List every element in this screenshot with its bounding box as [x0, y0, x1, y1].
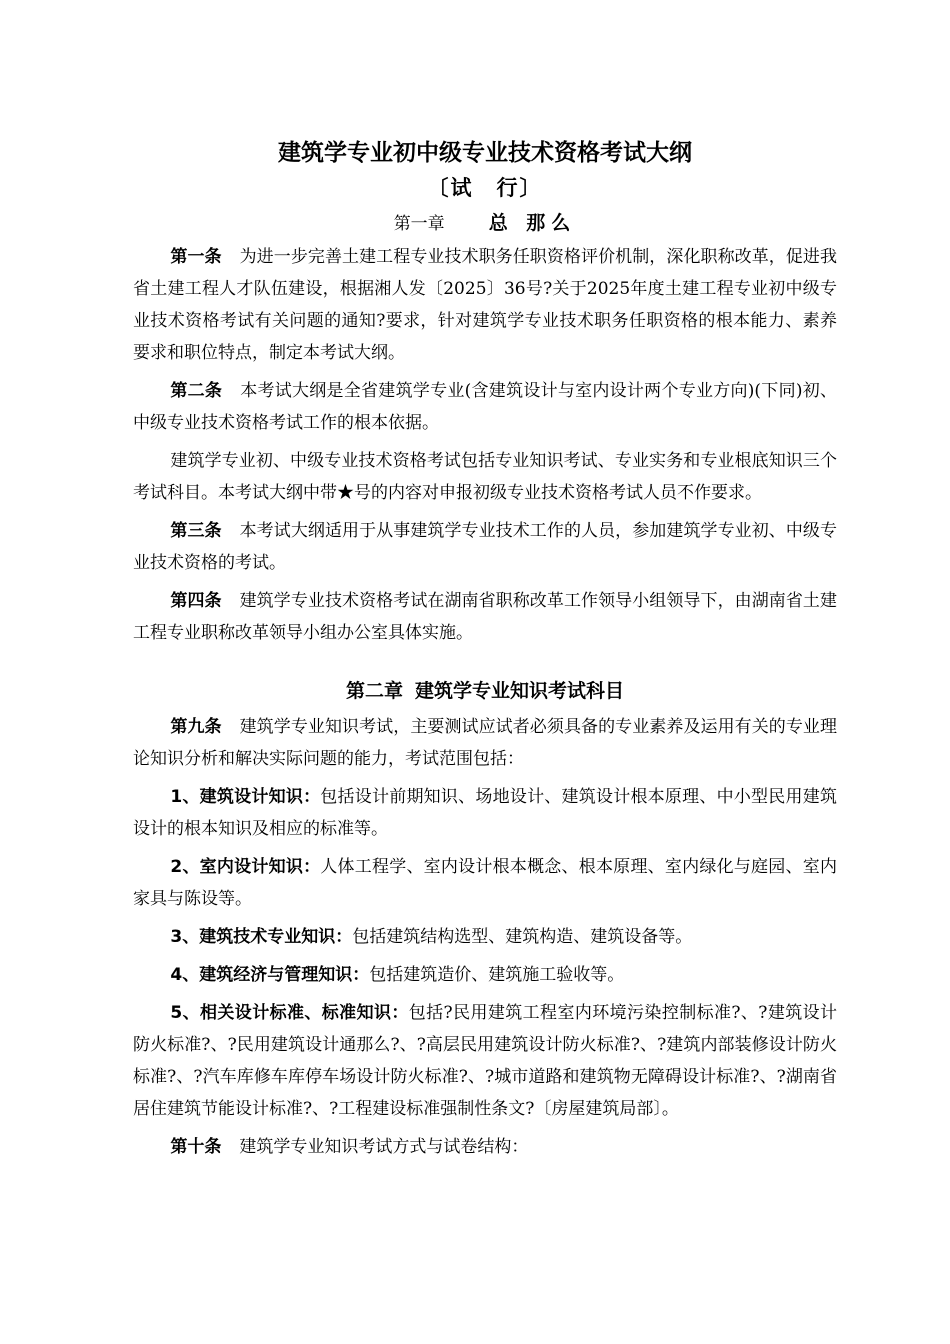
chapter-1-title: 总 那么 [488, 212, 577, 234]
document-subtitle: 〔试 行〕 [427, 176, 543, 200]
article-1 [133, 241, 837, 369]
item-5-label: 5、相关设计标准、标准知识： [170, 1003, 409, 1023]
item-4-label: 4、建筑经济与管理知识： [170, 965, 370, 985]
item-2-label: 2、室内设计知识： [170, 857, 321, 877]
item-1-label: 1、建筑设计知识： [170, 787, 321, 807]
list-item [133, 781, 837, 845]
article-10 [133, 1131, 837, 1163]
article-3-text: 本考试大纲适用于从事建筑学专业技术工作的人员，参加建筑学专业初、中级专业技术资格的考试。 [133, 521, 838, 573]
item-3-label: 3、建筑技术专业知识： [170, 927, 353, 947]
list-item [133, 959, 837, 991]
list-item [133, 851, 837, 915]
article-9 [133, 711, 837, 775]
article-10-label: 第十条 [170, 1137, 222, 1157]
article-3 [133, 515, 837, 579]
article-10-text: 建筑学专业知识考试方式与试卷结构： [239, 1137, 529, 1157]
article-4-text: 建筑学专业技术资格考试在湖南省职称改革工作领导小组领导下，由湖南省土建工程专业职称改革领导小组办公室具体实施。 [133, 591, 838, 643]
article-2 [133, 375, 837, 439]
item-4-text: 包括建筑造价、建筑施工验收等。 [369, 965, 625, 985]
article-2-text: 本考试大纲是全省建筑学专业(含建筑设计与室内设计两个专业方向)(下同)初、中级专业技术资格考试工作的根本依据。 [133, 381, 837, 433]
article-3-label: 第三条 [170, 521, 222, 541]
item-5-text: 包括?民用建筑工程室内环境污染控制标准?、?建筑设计防火标准?、?民用建筑设计通那么?、?高层民用建筑设计防火标准?、?建筑内部装修设计防火标准?、?汽车库修车库停车场设计防火标准?、?城市道路和建筑物无障碍设计标准?、?湖南省居住建筑节能设计标准?、?工程建设标准强制性条文?〔房屋建筑局部〕。 [133, 1003, 838, 1119]
list-item [133, 997, 837, 1125]
chapter-2-number: 第二章 [345, 680, 403, 702]
article-2-continued [133, 445, 837, 509]
chapter-2-heading [133, 675, 837, 707]
document-page [133, 130, 837, 1169]
article-9-text: 建筑学专业知识考试，主要测试应试者必须具备的专业素养及运用有关的专业理论知识分析和解决实际问题的能力，考试范围包括： [133, 717, 838, 769]
item-3-text: 包括建筑结构选型、建筑构造、建筑设备等。 [352, 927, 693, 947]
item-2-text: 人体工程学、室内设计根本概念、根本原理、室内绿化与庭园、室内家具与陈设等。 [133, 857, 837, 909]
article-1-label: 第一条 [170, 247, 222, 267]
article-4-label: 第四条 [170, 591, 222, 611]
article-1-text: 为进一步完善土建工程专业技术职务任职资格评价机制，深化职称改革，促进我省土建工程人才队伍建设，根据湘人发〔2025〕36号?关于2025年度土建工程专业初中级专业技术资格考试有关问题的通知?要求，针对建筑学专业技术职务任职资格的根本能力、素养要求和职位特点，制定本考试大纲。 [133, 247, 838, 363]
article-9-label: 第九条 [170, 717, 222, 737]
chapter-1-number: 第一章 [393, 214, 445, 234]
document-title: 建筑学专业初中级专业技术资格考试大纲 [278, 140, 692, 166]
chapter-1-heading [133, 208, 837, 239]
article-2-label: 第二条 [170, 381, 223, 401]
article-2-continued-text: 建筑学专业初、中级专业技术资格考试包括专业知识考试、专业实务和专业根底知识三个考试科目。本考试大纲中带★号的内容对申报初级专业技术资格考试人员不作要求。 [133, 451, 837, 503]
chapter-2-title: 建筑学专业知识考试科目 [415, 680, 625, 702]
article-4 [133, 585, 837, 649]
item-1-text: 包括设计前期知识、场地设计、建筑设计根本原理、中小型民用建筑设计的根本知识及相应的标准等。 [133, 787, 837, 839]
list-item [133, 921, 837, 953]
